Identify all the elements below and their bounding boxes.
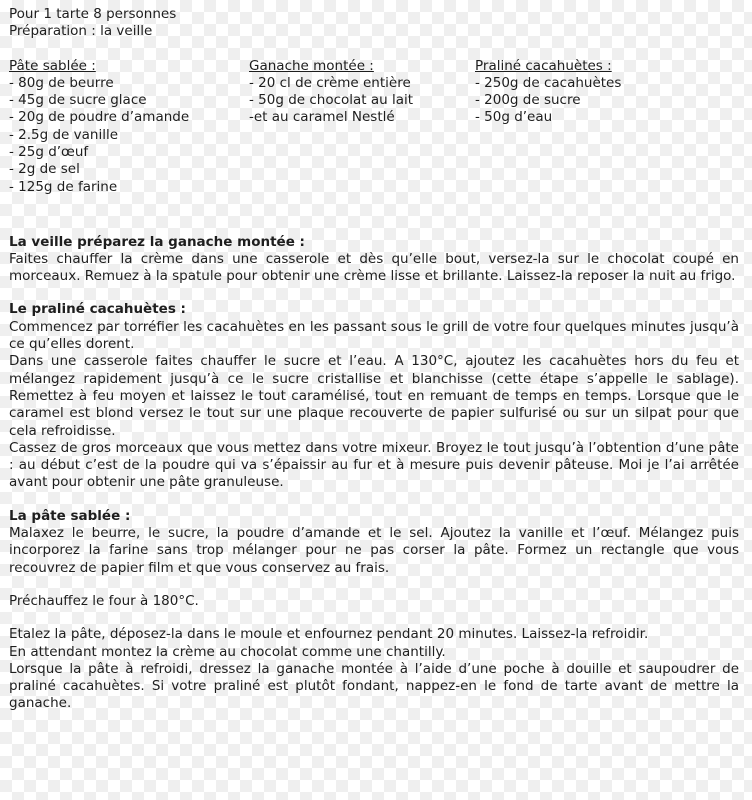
recipe-document xyxy=(9,6,739,713)
ingredients-praline xyxy=(475,58,621,127)
section-assembly xyxy=(9,593,739,713)
section-title: La pâte sablée : xyxy=(9,507,131,524)
section-title: La veille préparez la ganache montée : xyxy=(9,233,305,250)
ingredient-item: - 250g de cacahuètes xyxy=(475,74,622,91)
ingredients-ganache-title: Ganache montée : xyxy=(249,57,374,74)
preparation-text: Préparation : la veille xyxy=(9,23,153,40)
ingredients-pate-sablee xyxy=(9,58,189,196)
section-paragraph: Dans une casserole faites chauffer le sucre et l’eau. A 130°C, ajoutez les cacahuètes hors du feu et mélangez rapidement jusqu’à ce le sucre cristallise et blanchisse (cette étape s’appelle le sablage). Remettez à feu moyen et laissez le tout caramélisé, tout en remuant de temps en temps. Lorsque que le caramel est blond versez le tout sur une plaque recouverte de papier sulfurisé ou sur un silpat pour que cela refroidisse. xyxy=(9,353,739,439)
section-title: Le praliné cacahuètes : xyxy=(9,301,186,318)
ingredient-item: - 20 cl de crème entière xyxy=(249,74,411,91)
ingredient-item: - 20g de poudre d’amande xyxy=(9,109,190,126)
preheat-text: Préchauffez le four à 180°C. xyxy=(9,592,199,609)
recipe-intro xyxy=(9,6,739,41)
ingredient-item: - 2g de sel xyxy=(9,161,80,178)
assembly-paragraph: En attendant montez la crème au chocolat comme une chantilly. xyxy=(9,643,446,660)
ingredients-praline-title: Praliné cacahuètes : xyxy=(475,57,612,74)
section-paragraph: Commencez par torréfier les cacahuètes en les passant sous le grill de votre four quelques minutes jusqu’à ce qu’elles dorent. xyxy=(9,318,739,353)
ingredient-item: - 125g de farine xyxy=(9,178,118,195)
section-paragraph: Malaxez le beurre, le sucre, la poudre d’amande et le sel. Ajoutez la vanille et l’œuf. Mélangez puis incorporez la farine sans trop mélanger pour ne pas corser la pâte. Formez un rectangle que vous recouvrez de papier film et que vous conservez au frais. xyxy=(9,525,739,576)
section-ganache xyxy=(9,234,739,286)
ingredient-item: - 2.5g de vanille xyxy=(9,126,119,143)
ingredient-item: - 80g de beurre xyxy=(9,74,114,91)
section-paragraph: Cassez de gros morceaux que vous mettez dans votre mixeur. Broyez le tout jusqu’à l’obtention d’une pâte : au début c’est de la poudre qui va s’épaissir au fur et à mesure puis devenir pâteuse. Moi je l’ai arrêtée avant pour obtenir une pâte granuleuse. xyxy=(9,439,739,491)
assembly-paragraph: Etalez la pâte, déposez-la dans le moule et enfournez pendant 20 minutes. Laissez-la refroidir. xyxy=(9,626,649,643)
ingredients-pate-sablee-title: Pâte sablée : xyxy=(9,57,96,74)
section-paragraph: Faites chauffer la crème dans une casserole et dès qu’elle bout, versez-la sur le chocolat coupé en morceaux. Remuez à la spatule pour obtenir une crème lisse et brillante. Laissez-la reposer la nuit au frigo. xyxy=(9,250,739,285)
section-pate-sablee xyxy=(9,508,739,577)
ingredients-ganache xyxy=(249,58,413,127)
assembly-paragraph: Lorsque la pâte à refroidi, dressez la ganache montée à l’aide d’une poche à douille et saupoudrer de praliné cacahuètes. Si votre praliné est plutôt fondant, nappez-en le fond de tarte avant de mettre la ganache. xyxy=(9,660,739,712)
ingredient-item: - 25g d’œuf xyxy=(9,144,89,161)
ingredient-item: - 200g de sucre xyxy=(475,92,581,109)
ingredient-item: -et au caramel Nestlé xyxy=(249,109,395,126)
ingredients-columns xyxy=(9,58,739,198)
ingredient-item: - 50g de chocolat au lait xyxy=(249,92,414,109)
ingredient-item: - 45g de sucre glace xyxy=(9,92,147,109)
ingredient-item: - 50g d’eau xyxy=(475,109,553,126)
section-praline xyxy=(9,301,739,491)
servings-text: Pour 1 tarte 8 personnes xyxy=(9,6,177,22)
